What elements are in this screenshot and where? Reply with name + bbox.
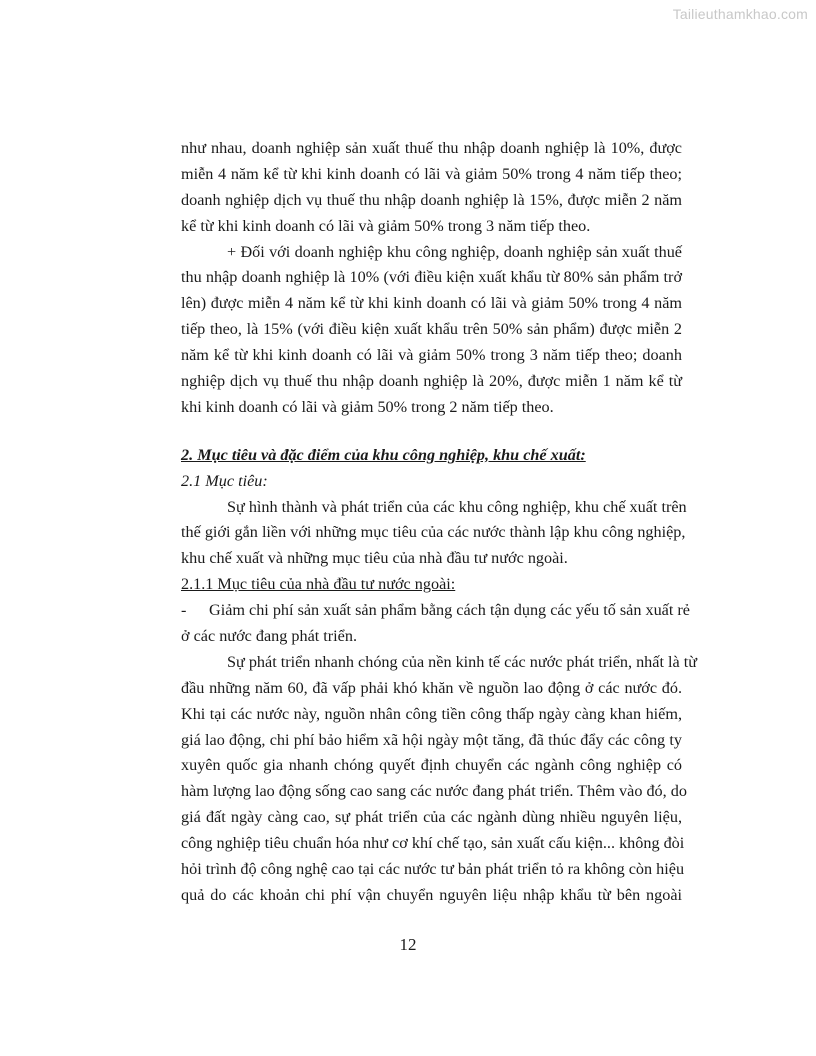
text-line: ở các nước đang phát triển. [181, 627, 358, 646]
text-line: khu chế xuất và những mục tiêu của nhà đầu tư nước ngoài. [181, 549, 568, 568]
page-number: 12 [399, 935, 417, 954]
page-body [181, 136, 697, 909]
text-line: đầu những năm 60, đã vấp phải khó khăn về nguồn lao động ở các nước đó. [181, 678, 682, 697]
text-line: xuyên quốc gia nhanh chóng quyết định chuyển các ngành công nghiệp có [181, 756, 682, 775]
text-line: miễn 4 năm kể từ khi kinh doanh có lãi và giảm 50% trong 4 năm tiếp theo; [181, 164, 682, 183]
text-line: năm kể từ khi kinh doanh có lãi và giảm 50% trong 3 năm tiếp theo; doanh [181, 346, 682, 365]
text-line: + Đối với doanh nghiệp khu công nghiệp, doanh nghiệp sản xuất thuế [227, 242, 682, 261]
text-line: quả do các khoản chi phí vận chuyển nguyên liệu nhập khẩu từ bên ngoài [181, 885, 682, 904]
text-line: thu nhập doanh nghiệp là 10% (với điều kiện xuất khẩu từ 80% sản phẩm trở [181, 268, 682, 287]
text-line: hàm lượng lao động sống cao sang các nước đang phát triển. Thêm vào đó, do [181, 782, 687, 801]
subsection-heading: 2.1 Mục tiêu: [181, 471, 268, 490]
text-line: kể từ khi kinh doanh có lãi và giảm 50% trong 3 năm tiếp theo. [181, 216, 591, 235]
text-line: - Giảm chi phí sản xuất sản phẩm bằng cách tận dụng các yếu tố sản xuất rẻ [181, 598, 682, 624]
paragraph-1 [181, 136, 682, 240]
text-line: Sự phát triển nhanh chóng của nền kinh tế các nước phát triển, nhất là từ [227, 652, 697, 671]
text-line: thế giới gắn liền với những mục tiêu của các nước thành lập khu công nghiệp, [181, 523, 686, 542]
sub-subsection-heading: 2.1.1 Mục tiêu của nhà đầu tư nước ngoài: [181, 575, 456, 594]
text-line: Khi tại các nước này, nguồn nhân công tiền công thấp ngày càng khan hiếm, [181, 704, 682, 723]
text-line: giá lao động, chi phí bảo hiểm xã hội ngày một tăng, đã thúc đẩy các công ty [181, 730, 682, 749]
text-line: doanh nghiệp dịch vụ thuế thu nhập doanh nghiệp là 15%, được miễn 2 năm [181, 190, 682, 209]
watermark: Tailieuthamkhao.com [672, 6, 808, 22]
paragraph-2 [181, 240, 682, 421]
bullet-item [181, 598, 690, 650]
text-line: lên) được miễn 4 năm kể từ khi kinh doanh có lãi và giảm 50% trong 4 năm [181, 294, 682, 313]
text-line: công nghiệp tiêu chuẩn hóa như cơ khí chế tạo, sản xuất cấu kiện... không đòi [181, 834, 685, 853]
section-heading: 2. Mục tiêu và đặc điểm của khu công nghiệp, khu chế xuất: [181, 445, 586, 464]
text-line: khi kinh doanh có lãi và giảm 50% trong 2 năm tiếp theo. [181, 397, 554, 416]
text-line: giá đất ngày càng cao, sự phát triển của các ngành dùng nhiều nguyên liệu, [181, 808, 682, 827]
text-line: hỏi trình độ công nghệ cao tại các nước tư bản phát triển tỏ ra không còn hiệu [181, 860, 685, 879]
paragraph-4 [181, 650, 697, 909]
text-line: Sự hình thành và phát triển của các khu công nghiệp, khu chế xuất trên [227, 497, 687, 516]
text-line: tiếp theo, là 15% (với điều kiện xuất khẩu trên 50% sản phẩm) được miễn 2 [181, 320, 682, 339]
paragraph-3 [181, 495, 687, 573]
text-line: như nhau, doanh nghiệp sản xuất thuế thu nhập doanh nghiệp là 10%, được [181, 139, 682, 157]
text-line: nghiệp dịch vụ thuế thu nhập doanh nghiệp là 20%, được miễn 1 năm kể từ [181, 372, 682, 391]
bullet-dash: - [181, 601, 187, 620]
